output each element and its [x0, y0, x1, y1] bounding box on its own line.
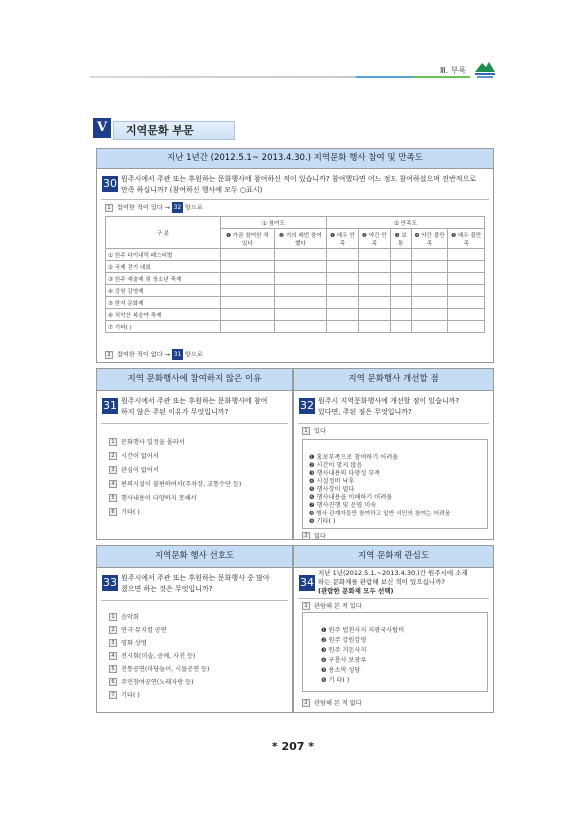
table-row: ① 원주 다이내믹 페스티벌 [106, 249, 485, 261]
participation-table [105, 216, 485, 333]
option-item[interactable]: 4 전시회(미술, 공예, 사진 등) [109, 651, 195, 660]
question-number: 32 [300, 399, 314, 412]
table-row: ④ 강원 감영제 [106, 285, 485, 297]
part-label: Ⅲ. 부록 [440, 66, 467, 75]
option-yes[interactable]: 1 있다 [302, 426, 326, 435]
group-satisfaction: ② 만족도 [326, 217, 484, 229]
question-text-line2: 만족 하십니까? (참여하신 행사에 모두 ○표시) [121, 186, 263, 194]
option-item[interactable]: 1 음악회 [109, 612, 139, 621]
option-item[interactable]: 6 주민참여공연(노래자랑 등) [109, 677, 194, 686]
sub-option[interactable]: ❷ 시간이 맞지 않음 [309, 462, 363, 469]
divider [298, 598, 489, 599]
option-item[interactable]: 5 행사내용이 다양하지 못해서 [109, 493, 197, 502]
sub-header: ❹ 약간 불만족 [411, 229, 448, 249]
table-corner: 구 분 [106, 217, 221, 249]
sub-header: ❷ 약간 만족 [358, 229, 390, 249]
section-title: 지역문화 부문 [113, 121, 235, 140]
sub-header: ❺ 매우 불만족 [448, 229, 485, 249]
box-title: 지역문화 행사 선호도 [97, 546, 292, 568]
question-text-line1: 원주시 지역문화행사에 개선할 점이 있습니까? [318, 397, 460, 405]
option-item[interactable]: 5 전통공연(마당놀이, 시물공연 등) [109, 664, 209, 673]
improvement-suboptions [302, 439, 488, 529]
option-item[interactable]: 2 시간이 없어서 [109, 451, 159, 460]
sub-option[interactable]: ❹ 시설정비 낙후 [309, 478, 355, 485]
sub-option[interactable]: ❽ 행사 관계자들만 참여하고 일반 시민의 참여는 어려움 [309, 511, 451, 517]
option-item[interactable]: 1 문화행사 일정을 몰라서 [109, 437, 185, 446]
question-text-line3: (관람한 문화재 모두 선택) [318, 587, 394, 595]
table-row: ⑤ 한지 문화제 [106, 297, 485, 309]
non-participation-reason-box [96, 368, 293, 540]
header-rule [90, 76, 470, 78]
sub-option[interactable]: ❾ 기타( ) [309, 518, 336, 525]
box-title: 지역 문화행사에 참여하지 않은 이유 [97, 369, 292, 391]
sub-header: ❷ 거의 매번 참여했다 [274, 229, 326, 249]
question-text-line1: 원주시에서 주관 또는 후원하는 문화행사에 참여하신 적이 있습니까? 참여했다면 어느 정도 참여하셨으며 전반적으로 [121, 175, 476, 183]
box-title: 지역 문화재 관심도 [294, 546, 493, 568]
option-participated[interactable]: 1 참여한 적이 있다 → 32 항으로 [105, 202, 203, 213]
question-number: 34 [300, 576, 314, 589]
sub-header: ❶ 가끔 참여한 적 있다 [221, 229, 275, 249]
option-no[interactable]: 2 없다 [302, 531, 326, 540]
sub-header: ❶ 매우 만족 [326, 229, 358, 249]
option-item[interactable]: 6 기타( ) [109, 507, 140, 516]
heritage-interest-box [293, 545, 494, 713]
question-text-line2: 하지 않은 주된 이유가 무엇입니까? [121, 408, 229, 416]
option-item[interactable]: 2 연극·뮤지컬 공연 [109, 625, 167, 634]
sub-option[interactable]: ❹ 구룡사 보광루 [321, 657, 367, 664]
sub-option[interactable]: ❸ 행사내용의 다양성 부족 [309, 470, 381, 477]
sub-option[interactable]: ❶ 홍보부족으로 참여하기 어려움 [309, 454, 399, 461]
participation-box [96, 148, 494, 363]
question-text-line1: 원주시에서 주관 또는 후원하는 문화행사에 참여 [121, 397, 268, 405]
option-item[interactable]: 7 기타( ) [109, 690, 140, 699]
option-yes[interactable]: 1 관람해 본 적 있다 [302, 601, 362, 610]
option-not-participated[interactable]: 2 참여한 적이 없다 → 31 항으로 [105, 349, 203, 360]
table-row: ③ 원주 예술제 및 청소년 축제 [106, 273, 485, 285]
sub-option[interactable]: ❼ 행사진행 및 운영 미숙 [309, 502, 377, 509]
mountain-logo-icon [474, 56, 496, 78]
divider [298, 423, 489, 424]
improvement-box [293, 368, 494, 540]
event-preference-box [96, 545, 293, 713]
question-text-line1: 원주시에서 주관 또는 후원하는 문화행사 중 많아 [121, 574, 270, 582]
sub-header: ❸ 보통 [390, 229, 411, 249]
option-no[interactable]: 2 관람해 본 적 없다 [302, 698, 362, 707]
option-item[interactable]: 3 영화 상영 [109, 638, 147, 647]
option-item[interactable]: 3 관심이 없어서 [109, 465, 159, 474]
divider [101, 600, 288, 601]
question-number: 30 [103, 177, 117, 190]
table-row: ② 국제 걷기 대회 [106, 261, 485, 273]
sub-option[interactable]: ❶ 원주 법천사지 지광국사탑비 [321, 627, 405, 634]
question-text-line2: 하는 문화재를 관람해 보신 적이 있으십니까? [318, 578, 445, 586]
box-title: 지난 1년간 (2012.5.1~ 2013.4.30.) 지역문화 행사 참여 및 만족도 [97, 149, 493, 169]
question-number: 31 [103, 399, 117, 412]
divider [101, 423, 288, 424]
box-title: 지역 문화행사 개선할 점 [294, 369, 493, 391]
group-participation: ① 참여도 [221, 217, 327, 229]
divider [101, 199, 489, 200]
sub-option[interactable]: ❺ 용소막 성당 [321, 667, 361, 674]
question-number: 33 [103, 576, 117, 589]
sub-option[interactable]: ❻ 행사내용을 이해하기 어려움 [309, 494, 393, 501]
option-item[interactable]: 4 편의시설이 불편하여서(주차장, 교통수단 등) [109, 479, 241, 488]
table-row: ⑦ 기타( ) [106, 321, 485, 333]
heritage-suboptions [302, 612, 488, 692]
sub-option[interactable]: ❸ 원주 거돈사지 [321, 647, 367, 654]
sub-option[interactable]: ❻ 기 타( ) [321, 677, 350, 684]
table-row: ⑥ 치악산 복숭아 축제 [106, 309, 485, 321]
sub-option[interactable]: ❷ 원주 강원감영 [321, 637, 367, 644]
question-text-line2: 있다면, 주된 점은 무엇입니까? [318, 408, 412, 416]
question-text-line2: 졌으면 하는 것은 무엇입니까? [121, 585, 213, 593]
sub-option[interactable]: ❺ 행사장이 멀다 [309, 486, 355, 493]
question-text-line1: 지난 1년(2012.5.1.~2013.4.30.)간 원주시에 소재 [318, 569, 468, 577]
section-badge: V [93, 118, 111, 138]
page-number: * 207 * [271, 740, 315, 753]
